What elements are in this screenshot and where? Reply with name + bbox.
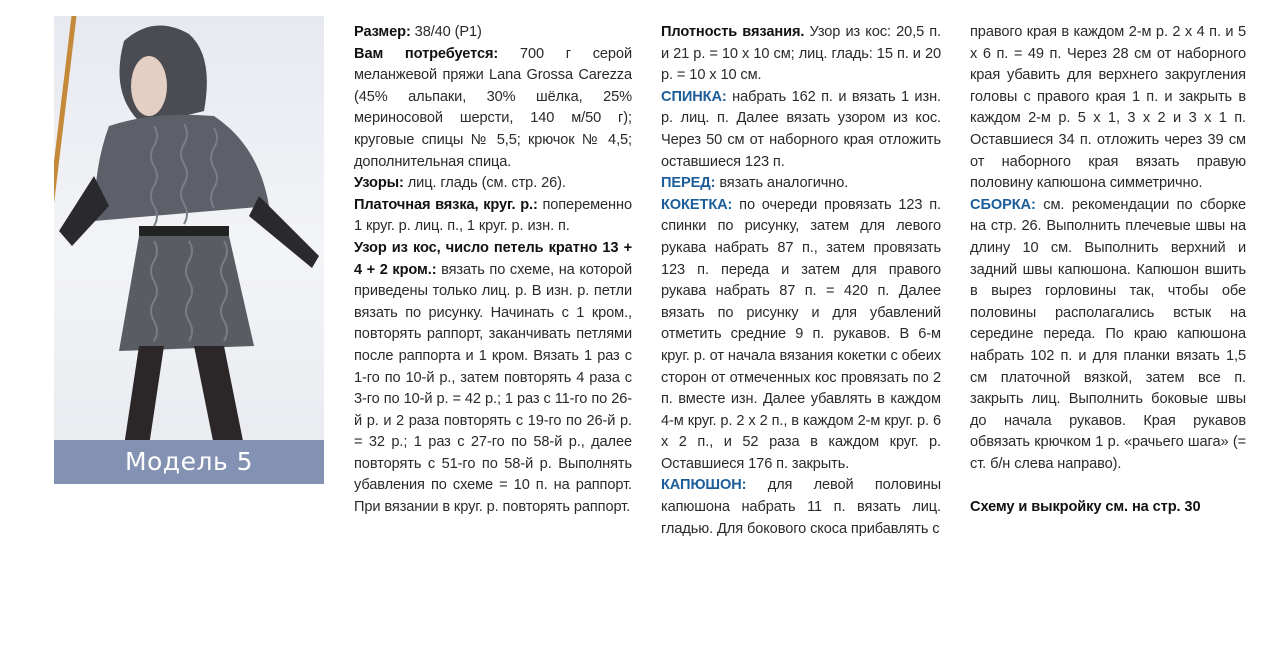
text-column-1 xyxy=(354,22,632,519)
model-photo-image xyxy=(54,16,324,446)
cable-label: Узор из кос, число петель кратно 13 + 4 + 2 кром.: xyxy=(354,239,632,278)
gauge-paragraph xyxy=(661,22,941,87)
text-column-3 xyxy=(970,22,1246,519)
back-heading: СПИНКА: xyxy=(661,88,727,105)
text-column-2 xyxy=(661,22,941,540)
model-photo xyxy=(54,16,324,484)
assembly-value: см. рекомендации по сборке на стр. 26. Выполнить плечевые швы на длину 10 см. Выполнить верхний и задний швы капюшона. Капюшон вшить в вырез горловины так, чтобы обе половины располагались встык на середине переда. По краю капюшона набрать 102 п. и для планки вязать 1,5 см платочной вязкой, затем все п. закрыть лиц. Выполнить боковые швы до начала рукавов. Края рукавов обвязать крючком 1 р. «рачьего шага» (= ст. б/н слева направо). xyxy=(970,196,1246,472)
front-paragraph xyxy=(661,173,941,195)
yoke-paragraph xyxy=(661,195,941,476)
hood-continuation: правого края в каждом 2-м р. 2 х 4 п. и 5 х 6 п. = 49 п. Через 28 см от наборного края убавить для верхнего закругления головы с правого края 1 п. и закрыть в каждом 2-м р. 5 х 1, 3 х 2 и 3 х 1 п. Оставшиеся 34 п. отложить через 39 см от наборного края вязать правую половину капюшона симметрично. xyxy=(970,24,1246,192)
back-value: набрать 162 п. и вязать 1 изн. р. лиц. п. Далее вязать узором из кос. Через 50 см от наборного края отложить оставшиеся 123 п. xyxy=(661,88,941,170)
hood-paragraph xyxy=(661,475,941,540)
cable-paragraph xyxy=(354,238,632,519)
size-value: 38/40 (P1) xyxy=(410,24,482,40)
garter-paragraph xyxy=(354,195,632,238)
materials-value: 700 г серой меланжевой пряжи Lana Grossa Carezza (45% альпаки, 30% шёлка, 25% мериносовой шерсти, 140 м/50 г); круговые спицы № 5,5; крючок № 4,5; дополнительная спица. xyxy=(354,45,632,170)
front-value: вязать аналогично. xyxy=(715,175,849,192)
gauge-label: Плотность вязания. xyxy=(661,24,805,40)
hood-heading: КАПЮШОН: xyxy=(661,477,747,494)
assembly-paragraph xyxy=(970,195,1246,476)
materials-paragraph xyxy=(354,44,632,174)
gauge-value: Узор из кос: 20,5 п. и 21 р. = 10 х 10 см; лиц. гладь: 15 п. и 20 р. = 10 х 10 см. xyxy=(661,24,942,84)
garter-label: Платочная вязка, круг. р.: xyxy=(354,196,538,213)
patterns-label: Узоры: xyxy=(354,175,404,192)
size-paragraph xyxy=(354,22,632,44)
hood-value: для левой половины капюшона набрать 11 п. вязать лиц. гладью. Для бокового скоса прибавлять с xyxy=(661,477,941,537)
front-heading: ПЕРЕД: xyxy=(661,175,716,192)
back-paragraph xyxy=(661,87,941,173)
cable-value: вязать по схеме, на которой приведены только лиц. р. В изн. р. петли вязать по рисунку. Начинать с 1 кром., повторять раппорт, заканчивать петлями после раппорта и 1 кром. Вязать 1 раз с 1-го по 10-й р., затем повторять 4 раза с 3-го по 10-й р. = 42 р.; 1 раз с 11-го по 26-й р. и 2 раза повторять с 19-го по 26-й р. = 32 р.; 1 раз с 27-го по 58-й р., далее повторять с 51-го по 58-й р. Выполнять убавления по схеме = 10 п. на раппорт. При вязании в круг. р. повторять раппорт. xyxy=(354,261,632,516)
materials-label: Вам потребуется: xyxy=(354,45,499,62)
patterns-paragraph xyxy=(354,173,632,195)
size-label: Размер: xyxy=(354,24,411,40)
scheme-reference: Схему и выкройку см. на стр. 30 xyxy=(970,499,1201,516)
model-caption: Модель 5 xyxy=(54,440,324,484)
yoke-heading: КОКЕТКА: xyxy=(661,196,733,213)
patterns-value: лиц. гладь (см. стр. 26). xyxy=(403,175,566,192)
garter-value: попеременно 1 круг. р. лиц. п., 1 круг. р. изн. п. xyxy=(354,196,632,235)
assembly-heading: СБОРКА: xyxy=(970,196,1036,213)
yoke-value: по очереди провязать 123 п. спинки по рисунку, затем для левого рукава набрать 87 п., затем провязать 123 п. переда и затем для правого рукава набрать 87 п. = 420 п. Далее вязать по рисунку и для убавлений отметить средние 9 п. рукавов. В 6-м круг. р. от начала вязания кокетки с обеих сторон от отмеченных кос провязать по 2 п. вместе изн. Далее убавлять в каждом 4-м круг. р. 2 х 2 п., в каждом 2-м круг. р. 6 х 2 п., и 52 раза в каждом круг. р. Оставшиеся 176 п. закрыть. xyxy=(661,196,941,472)
